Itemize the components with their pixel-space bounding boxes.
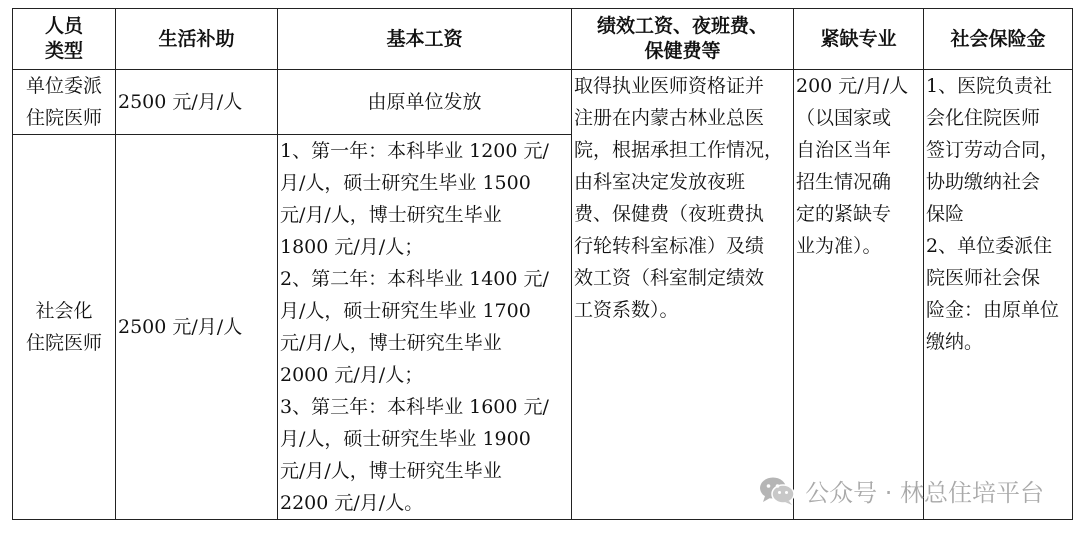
row2-base-salary: 1、第一年：本科毕业 1200 元/ 月/人，硕士研究生毕业 1500 元/月/人，博士研究生毕业 1800 元/月/人； 2、第二年：本科毕业 1400 元/ 月/人，硕士研究生毕业 1700 元/月/人，博士研究生毕业 2000 元/月/人； 3、第三年：本科毕业 1600 元/ 月/人，硕士研究生毕业 1900 元/月/人，博士研究生毕业 2200 元/月/人。 [278, 135, 572, 520]
header-type: 人员 类型 [13, 9, 116, 70]
table-row [13, 70, 1073, 135]
header-shortage: 紧缺专业 [794, 9, 924, 70]
watermark-text: 公众号 · 林总住培平台 [805, 479, 1044, 507]
header-insurance: 社会保险金 [924, 9, 1073, 70]
header-row [13, 9, 1073, 70]
row1-base-salary: 由原单位发放 [278, 70, 572, 135]
row2-type: 社会化 住院医师 [13, 135, 116, 520]
row2-subsidy: 2500 元/月/人 [116, 135, 278, 520]
wechat-icon [759, 476, 795, 506]
row1-subsidy: 2500 元/月/人 [116, 70, 278, 135]
header-subsidy: 生活补助 [116, 9, 278, 70]
watermark [759, 473, 1044, 508]
header-performance: 绩效工资、夜班费、 保健费等 [572, 9, 794, 70]
header-base-salary: 基本工资 [278, 9, 572, 70]
row1-type: 单位委派 住院医师 [13, 70, 116, 135]
insurance-cell: 1、医院负责社 会化住院医师 签订劳动合同， 协助缴纳社会 保险 2、单位委派住 院医师社会保 险金：由原单位 缴纳。 [924, 70, 1073, 520]
salary-table [12, 8, 1073, 520]
performance-cell: 取得执业医师资格证并 注册在内蒙古林业总医 院，根据承担工作情况， 由科室决定发放夜班 费、保健费（夜班费执 行轮转科室标准）及绩 效工资（科室制定绩效 工资系数）。 [572, 70, 794, 520]
shortage-cell: 200 元/月/人 （以国家或 自治区当年 招生情况确 定的紧缺专 业为准）。 [794, 70, 924, 520]
